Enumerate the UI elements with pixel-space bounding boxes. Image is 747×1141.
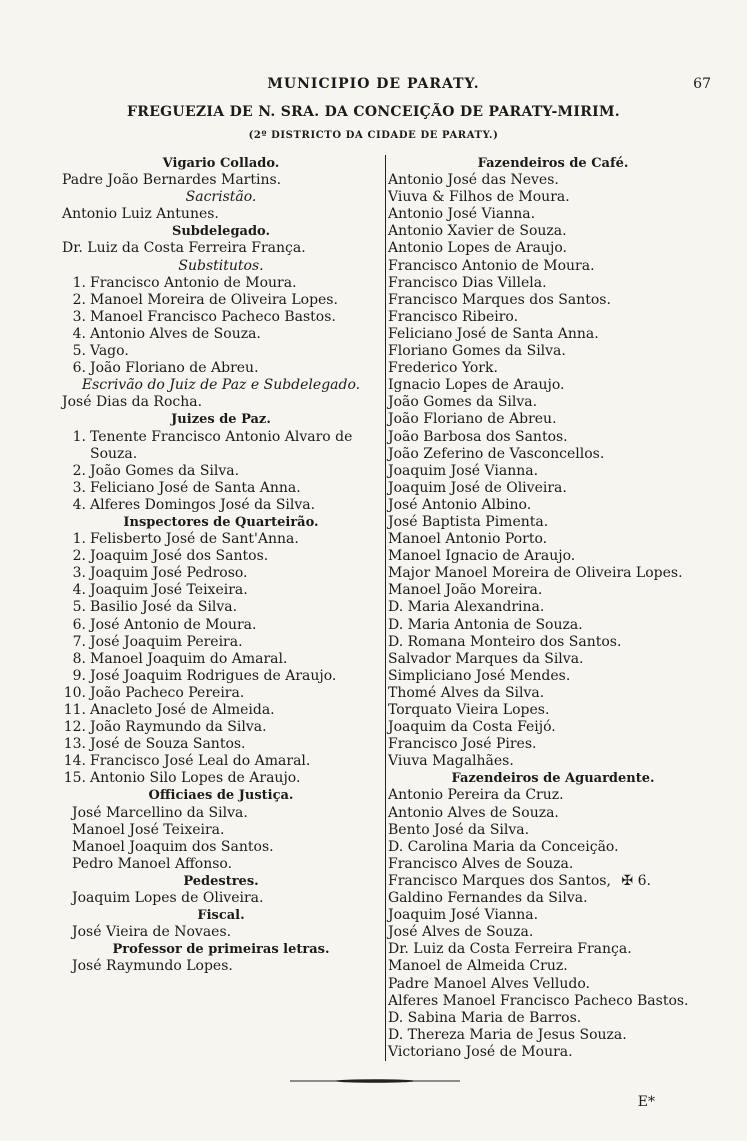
- item-name: João Gomes da Silva.: [90, 462, 240, 479]
- section-heading-pedestres: Pedestres.: [183, 873, 259, 889]
- list-item: [62, 463, 380, 480]
- item-number: 4.: [72, 325, 86, 342]
- list-item: Ignacio Lopes de Araujo.: [388, 377, 565, 394]
- vigario-name: Padre João Bernardes Martins.: [62, 172, 282, 189]
- item-name: Manoel Francisco Pacheco Bastos.: [90, 308, 336, 325]
- list-item: [62, 736, 380, 753]
- juizes-list: [62, 463, 380, 514]
- list-item: [62, 753, 380, 770]
- list-item: Manoel de Almeida Cruz.: [388, 958, 568, 975]
- list-item: Antonio Pereira da Cruz.: [388, 787, 564, 804]
- list-item: José Alves de Souza.: [388, 924, 534, 941]
- list-item: Manoel Joaquim dos Santos.: [72, 838, 274, 855]
- sacristao-name: Antonio Luiz Antunes.: [62, 206, 219, 223]
- list-item: [62, 770, 380, 787]
- page-title: MUNICIPIO DE PARATY.: [267, 76, 480, 92]
- item-number: 8.: [72, 650, 86, 667]
- item-number: 7.: [72, 633, 86, 650]
- section-heading-officiaes: Officiaes de Justiça.: [148, 788, 294, 804]
- list-item: Manoel Ignacio de Araujo.: [388, 548, 576, 565]
- ornamental-rule: [290, 1079, 460, 1083]
- item-name: João Raymundo da Silva.: [90, 719, 267, 736]
- item-number: 3.: [72, 565, 86, 582]
- ornament-icon: ✠: [621, 872, 634, 889]
- list-item: João Floriano de Abreu.: [388, 411, 557, 428]
- list-item: Bento José da Silva.: [388, 821, 530, 838]
- list-item: José Marcellino da Silva.: [72, 804, 248, 821]
- list-item-continuation: Souza.: [90, 445, 138, 462]
- section-heading-fiscal: Fiscal.: [197, 908, 245, 924]
- list-item: Antonio Alves de Souza.: [388, 804, 559, 821]
- list-item: Feliciano José de Santa Anna.: [388, 325, 599, 342]
- item-name: João Pacheco Pereira.: [90, 684, 245, 701]
- list-item: [62, 685, 380, 702]
- list-item: D. Romana Monteiro dos Santos.: [388, 633, 622, 650]
- aguardente-list-b: [388, 890, 718, 1061]
- list-item: [62, 360, 380, 377]
- list-item: [62, 326, 380, 343]
- item-number: 1.: [72, 531, 86, 548]
- list-item: [62, 582, 380, 599]
- section-heading-cafe: Fazendeiros de Café.: [477, 156, 629, 171]
- list-item: Torquato Vieira Lopes.: [388, 702, 550, 718]
- list-item: João Gomes da Silva.: [388, 394, 538, 411]
- item-name: Joaquim José dos Santos.: [90, 548, 269, 565]
- item-name: Joaquim José Teixeira.: [90, 582, 248, 599]
- list-item: Francisco Antonio de Moura.: [388, 257, 595, 274]
- item-number: 2.: [72, 548, 86, 565]
- item-number: 5.: [72, 599, 86, 616]
- list-item: Alferes Manoel Francisco Pacheco Bastos.: [388, 992, 689, 1009]
- list-item: D. Thereza Maria de Jesus Souza.: [388, 1026, 627, 1043]
- list-item: Pedro Manoel Affonso.: [72, 855, 233, 872]
- list-item: [62, 651, 380, 668]
- item-number: 2.: [72, 291, 86, 308]
- list-item: Frederico York.: [388, 360, 498, 377]
- list-item: [62, 668, 380, 685]
- list-item: D. Maria Alexandrina.: [388, 599, 545, 616]
- list-item: José Antonio Albino.: [388, 496, 532, 513]
- item-name: Anacleto José de Almeida.: [90, 702, 275, 718]
- list-item: Manoel Antonio Porto.: [388, 531, 548, 548]
- officiaes-list: [62, 805, 380, 873]
- list-item: [62, 531, 380, 548]
- parish-title: FREGUEZIA DE N. SRA. DA CONCEIÇÃO DE PARATY-MIRIM.: [127, 104, 620, 120]
- left-column: [62, 155, 380, 976]
- list-item: Major Manoel Moreira de Oliveira Lopes.: [388, 565, 683, 582]
- list-item: [62, 480, 380, 497]
- item-number: 4.: [72, 582, 86, 599]
- item-name: Manoel Joaquim do Amaral.: [90, 650, 288, 667]
- item-number: 3.: [72, 308, 86, 325]
- item-name: Antonio Alves de Souza.: [90, 325, 261, 342]
- item-number: 9.: [72, 667, 86, 684]
- list-item: Francisco Alves de Souza.: [388, 855, 574, 872]
- list-item: Antonio José das Neves.: [388, 172, 559, 189]
- list-item: Antonio Lopes de Araujo.: [388, 240, 567, 257]
- section-heading-inspectores: Inspectores de Quarteirão.: [123, 514, 319, 530]
- list-item: [388, 873, 718, 890]
- list-item: Dr. Luiz da Costa Ferreira França.: [388, 941, 632, 958]
- list-item: Floriano Gomes da Silva.: [388, 343, 566, 360]
- list-item: [62, 719, 380, 736]
- item-number: 1.: [72, 428, 86, 445]
- item-name: José de Souza Santos.: [90, 736, 246, 753]
- list-item: Thomé Alves da Silva.: [388, 684, 545, 701]
- item-number: 4.: [72, 496, 86, 513]
- page-number: 67: [693, 76, 711, 92]
- list-item: Simpliciano José Mendes.: [388, 667, 571, 684]
- item-name: Antonio Silo Lopes de Araujo.: [90, 770, 301, 787]
- list-item: José Baptista Pimenta.: [388, 513, 549, 530]
- list-item: [62, 343, 380, 360]
- item-number: 5.: [72, 343, 86, 360]
- item-name: Joaquim José Pedroso.: [90, 565, 248, 582]
- item-name: Feliciano José de Santa Anna.: [90, 479, 301, 496]
- item-name: Francisco José Leal do Amaral.: [90, 753, 311, 770]
- list-item: [62, 497, 380, 514]
- signature-mark: E*: [637, 1094, 655, 1110]
- item-name: Alferes Domingos José da Silva.: [90, 496, 316, 513]
- list-item: [62, 565, 380, 582]
- item-name: Vago.: [90, 343, 129, 360]
- item-number: 1.: [72, 274, 86, 291]
- list-item: Viuva & Filhos de Moura.: [388, 189, 570, 206]
- item-number: 6.: [72, 360, 86, 377]
- section-heading-vigario: Vigario Collado.: [162, 156, 280, 171]
- item-number: 15.: [63, 770, 86, 787]
- item-name: Basilio José da Silva.: [90, 599, 238, 616]
- list-item: Padre Manoel Alves Velludo.: [388, 975, 590, 992]
- list-item: [62, 292, 380, 309]
- item-name: Francisco Antonio de Moura.: [90, 274, 297, 291]
- fiscal-name: José Vieira de Novaes.: [72, 924, 232, 941]
- item-number: 12.: [63, 719, 86, 736]
- right-column: [385, 155, 718, 1061]
- item-number: 10.: [63, 684, 86, 701]
- item-name: João Floriano de Abreu.: [90, 360, 259, 377]
- district-subtitle: (2º DISTRICTO DA CIDADE DE PARATY.): [248, 130, 499, 141]
- list-item: Francisco Dias Villela.: [388, 274, 547, 291]
- section-heading-sacristao: Sacristão.: [185, 189, 257, 206]
- list-item: [62, 599, 380, 616]
- list-item: Joaquim José de Oliveira.: [388, 479, 567, 496]
- list-item: Salvador Marques da Silva.: [388, 650, 584, 667]
- item-number: 2.: [72, 462, 86, 479]
- item-number: 11.: [63, 702, 86, 718]
- subdelegado-name: Dr. Luiz da Costa Ferreira França.: [62, 240, 306, 257]
- list-item: Antonio José Vianna.: [388, 206, 536, 223]
- professor-name: José Raymundo Lopes.: [72, 958, 233, 975]
- pedestres-name: Joaquim Lopes de Oliveira.: [72, 890, 264, 907]
- item-name: Tenente Francisco Antonio Alvaro de: [90, 428, 353, 445]
- list-item: João Zeferino de Vasconcellos.: [388, 445, 605, 462]
- section-heading-juizes: Juizes de Paz.: [171, 412, 271, 428]
- item-name: Manoel Moreira de Oliveira Lopes.: [90, 291, 338, 308]
- list-item: Victoriano José de Moura.: [388, 1043, 573, 1060]
- cafe-list: [388, 172, 718, 770]
- item-name: José Antonio de Moura.: [90, 616, 257, 633]
- substitutos-list: [62, 275, 380, 378]
- list-item: Antonio Xavier de Souza.: [388, 223, 567, 240]
- list-item: [62, 429, 380, 446]
- item-name: José Joaquim Pereira.: [90, 633, 243, 650]
- list-item: [62, 275, 380, 292]
- item-number: 6.: [72, 616, 86, 633]
- list-item: Francisco Marques dos Santos.: [388, 291, 611, 308]
- list-item: D. Carolina Maria da Conceição.: [388, 838, 619, 855]
- item-number: 13.: [63, 736, 86, 753]
- list-item: [62, 634, 380, 651]
- inspectores-list: [62, 531, 380, 787]
- section-heading-substitutos: Substitutos.: [178, 257, 264, 274]
- list-item: [62, 702, 380, 719]
- item-suffix: 6.: [637, 872, 651, 889]
- list-item: Galdino Fernandes da Silva.: [388, 890, 588, 907]
- item-name: Felisberto José de Sant'Anna.: [90, 531, 299, 548]
- item-name: Francisco Marques dos Santos,: [388, 872, 611, 889]
- section-heading-professor: Professor de primeiras letras.: [112, 942, 330, 958]
- section-heading-aguardente: Fazendeiros de Aguardente.: [451, 771, 655, 787]
- list-item: Manoel José Teixeira.: [72, 821, 225, 838]
- section-heading-escrivao: Escrivão do Juiz de Paz e Subdelegado.: [81, 377, 361, 394]
- list-item: João Barbosa dos Santos.: [388, 428, 568, 445]
- list-item: Manoel João Moreira.: [388, 582, 543, 599]
- aguardente-list-a: [388, 787, 718, 872]
- list-item: Joaquim da Costa Feijó.: [388, 719, 556, 736]
- list-item: [62, 548, 380, 565]
- list-item: D. Maria Antonia de Souza.: [388, 616, 583, 633]
- list-item: Joaquim José Vianna.: [388, 907, 539, 924]
- item-number: 14.: [63, 753, 86, 770]
- list-item: Francisco José Pires.: [388, 736, 537, 753]
- list-item: Viuva Magalhães.: [388, 753, 514, 770]
- item-name: José Joaquim Rodrigues de Araujo.: [90, 667, 337, 684]
- list-item: [62, 309, 380, 326]
- list-item: D. Sabina Maria de Barros.: [388, 1009, 582, 1026]
- section-heading-subdelegado: Subdelegado.: [171, 224, 271, 240]
- item-number: 3.: [72, 479, 86, 496]
- list-item: Joaquim José Vianna.: [388, 462, 539, 479]
- list-item: Francisco Ribeiro.: [388, 308, 519, 325]
- list-item: [62, 617, 380, 634]
- escrivao-name: José Dias da Rocha.: [62, 394, 203, 411]
